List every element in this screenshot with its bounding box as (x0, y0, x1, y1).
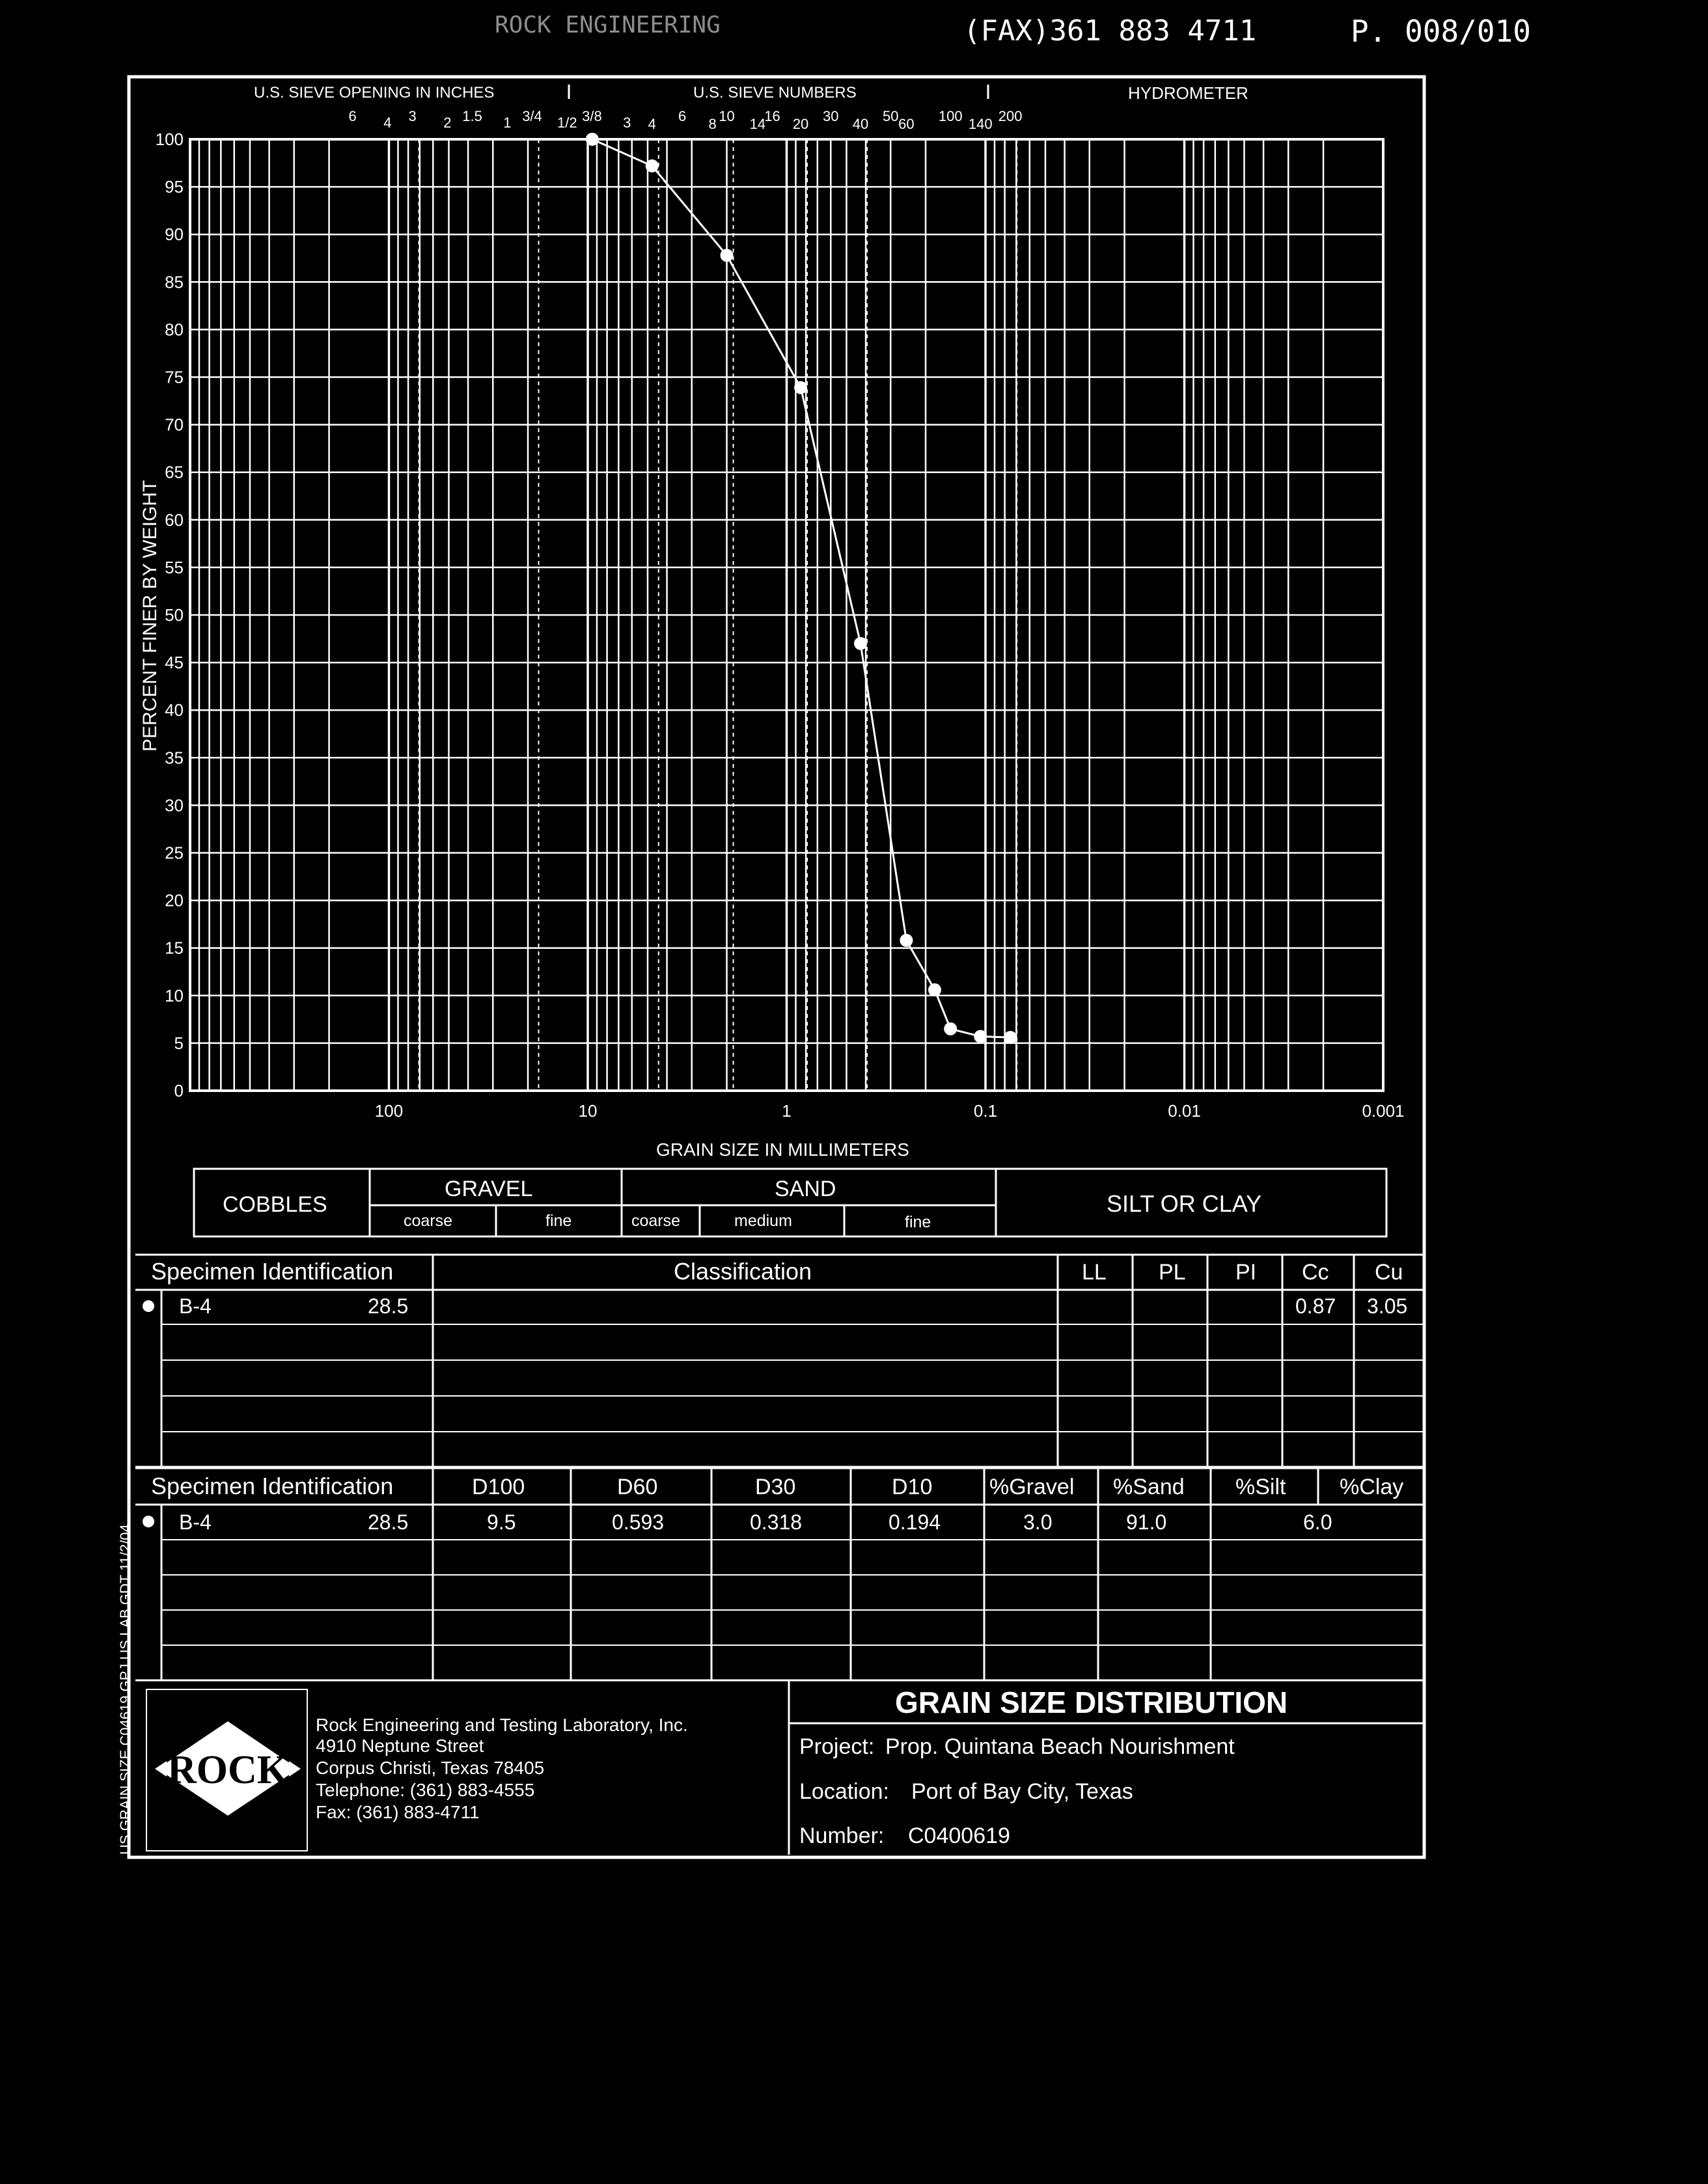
y-tick-label: 5 (174, 1033, 184, 1053)
data-points (586, 133, 1017, 1044)
sieve-number-label: 6 (678, 108, 687, 124)
sand-medium-label: medium (734, 1212, 792, 1230)
t2-header-gravel: %Gravel (989, 1475, 1075, 1499)
t1-header-pi: PI (1235, 1260, 1257, 1285)
t1-header-cc: Cc (1302, 1260, 1329, 1285)
company-telephone: Telephone: (361) 883-4555 (316, 1780, 535, 1800)
sieve-inch-label: 2 (443, 115, 452, 131)
chart-grid (190, 139, 1383, 1091)
fax-header-middle: (FAX)361 883 4711 (963, 14, 1257, 48)
x-tick-label: 1 (782, 1101, 792, 1121)
location-value: Port of Bay City, Texas (911, 1779, 1133, 1804)
t2-row-marker (143, 1516, 154, 1527)
t2-header-d60: D60 (617, 1475, 658, 1499)
sieve-number-labels (648, 108, 1023, 132)
data-point (721, 249, 734, 262)
sieve-number-label: 200 (998, 108, 1023, 124)
t2-row-d30: 0.318 (750, 1510, 803, 1534)
x-tick-label: 0.01 (1168, 1101, 1201, 1121)
sieve-inch-label: 1 (503, 115, 512, 131)
t2-row-d100: 9.5 (487, 1510, 516, 1534)
sieve-number-label: 10 (719, 108, 735, 124)
t2-row-sand: 91.0 (1126, 1510, 1167, 1534)
cobbles-label: COBBLES (223, 1192, 327, 1217)
table-1-grid (135, 1255, 1424, 1467)
t1-row-marker (143, 1300, 154, 1312)
sieve-number-label: 30 (823, 108, 839, 124)
t2-row-d60: 0.593 (612, 1510, 665, 1534)
number-label: Number: (799, 1823, 885, 1848)
y-tick-label: 55 (165, 557, 184, 577)
t2-header-sand: %Sand (1113, 1475, 1185, 1499)
data-point (900, 934, 913, 947)
y-tick-label: 25 (165, 843, 184, 863)
x-tick-label: 0.1 (973, 1101, 998, 1121)
fax-header-left: ROCK ENGINEERING (495, 12, 721, 38)
silt-clay-label: SILT OR CLAY (1107, 1190, 1262, 1217)
sieve-inch-label: 1/2 (557, 115, 577, 131)
hydrometer-label: HYDROMETER (1128, 83, 1248, 103)
data-point (586, 133, 599, 146)
t1-header-pl: PL (1159, 1260, 1186, 1285)
gravel-fine-label: fine (545, 1212, 572, 1230)
t1-header-classification: Classification (674, 1258, 812, 1285)
sieve-number-label: 20 (792, 116, 809, 132)
t2-header-silt: %Silt (1235, 1475, 1286, 1499)
sieve-numbers-label: U.S. SIEVE NUMBERS (693, 84, 857, 102)
sieve-number-label: 8 (708, 116, 717, 132)
sieve-number-label: 16 (764, 108, 780, 124)
project-value: Prop. Quintana Beach Nourishment (885, 1734, 1235, 1759)
x-tick-label: 10 (578, 1101, 598, 1121)
data-point (974, 1030, 987, 1043)
sieve-number-label: 140 (968, 116, 993, 132)
t1-row-specimen: B-4 (179, 1294, 212, 1318)
sand-fine-label: fine (905, 1213, 931, 1231)
sieve-inch-label: 3/8 (582, 108, 602, 124)
t2-header-clay: %Clay (1340, 1475, 1404, 1499)
report-title: GRAIN SIZE DISTRIBUTION (895, 1686, 1288, 1719)
y-tick-label: 95 (165, 177, 184, 197)
gravel-coarse-label: coarse (404, 1212, 453, 1230)
side-file-text: US GRAIN SIZE C04619.GPJ US LAB.GDT 11/2/04 (117, 1524, 133, 1855)
y-tick-label: 10 (165, 985, 184, 1005)
sieve-inch-labels (348, 108, 631, 131)
company-address-1: 4910 Neptune Street (316, 1736, 484, 1756)
data-point (794, 381, 807, 394)
sieve-number-label: 60 (898, 116, 915, 132)
location-label: Location: (799, 1779, 889, 1804)
t2-header-d10: D10 (892, 1475, 933, 1499)
fax-header-right: P. 008/010 (1351, 14, 1531, 49)
sieve-number-label: 14 (749, 116, 766, 132)
x-tick-labels (375, 1101, 1405, 1121)
y-tick-label: 85 (165, 272, 184, 292)
sand-coarse-label: coarse (631, 1212, 681, 1230)
sieve-inch-label: 6 (348, 108, 357, 124)
sieve-inch-label: 3 (408, 108, 417, 124)
data-point (646, 159, 659, 172)
sieve-inch-label: 4 (383, 115, 392, 131)
table-2-grid (135, 1468, 1424, 1680)
y-tick-label: 45 (165, 653, 184, 673)
sieve-inch-label: 3 (623, 115, 631, 131)
number-value: C0400619 (908, 1823, 1010, 1848)
data-point (854, 637, 867, 650)
t1-row-cu: 3.05 (1367, 1294, 1408, 1318)
t2-header-d100: D100 (472, 1475, 525, 1499)
t2-row-silt-clay: 6.0 (1303, 1510, 1332, 1534)
t1-header-specimen: Specimen Identification (151, 1258, 394, 1285)
sieve-inch-label: 3/4 (522, 108, 542, 124)
t2-row-gravel: 3.0 (1023, 1510, 1053, 1534)
t1-row-depth: 28.5 (368, 1294, 409, 1318)
x-tick-label: 0.001 (1362, 1101, 1405, 1121)
t2-row-depth: 28.5 (368, 1510, 409, 1534)
y-tick-label: 40 (165, 700, 184, 720)
sieve-number-label: 4 (648, 116, 656, 132)
y-axis-label: PERCENT FINER BY WEIGHT (139, 480, 161, 752)
sieve-inches-label: U.S. SIEVE OPENING IN INCHES (254, 84, 495, 102)
project-label: Project: (799, 1734, 875, 1759)
y-tick-label: 70 (165, 415, 184, 435)
y-tick-label: 30 (165, 795, 184, 815)
company-name: Rock Engineering and Testing Laboratory, Inc. (316, 1715, 688, 1735)
gravel-label: GRAVEL (445, 1177, 533, 1201)
t1-header-cu: Cu (1375, 1260, 1403, 1285)
company-address-2: Corpus Christi, Texas 78405 (316, 1758, 545, 1778)
logo-text: ROCK (167, 1748, 288, 1792)
y-tick-label: 0 (174, 1081, 184, 1100)
y-tick-label: 20 (165, 890, 184, 910)
t1-header-ll: LL (1082, 1260, 1107, 1285)
t2-row-specimen: B-4 (179, 1510, 212, 1534)
sand-label: SAND (775, 1177, 836, 1201)
company-fax: Fax: (361) 883-4711 (316, 1802, 480, 1822)
x-axis-label: GRAIN SIZE IN MILLIMETERS (656, 1140, 909, 1160)
y-tick-label: 60 (165, 510, 184, 530)
y-tick-label: 75 (165, 367, 184, 387)
sieve-inch-label: 1.5 (462, 108, 482, 124)
t1-row-cc: 0.87 (1295, 1294, 1336, 1318)
data-point (928, 983, 941, 996)
gradation-curve (592, 139, 1010, 1037)
data-point (1004, 1031, 1017, 1044)
t2-header-specimen: Specimen Identification (151, 1473, 394, 1499)
y-tick-label: 80 (165, 320, 184, 340)
y-tick-label: 50 (165, 605, 184, 625)
t2-row-d10: 0.194 (888, 1510, 941, 1534)
y-tick-label: 35 (165, 748, 184, 768)
data-point (944, 1022, 957, 1035)
t2-header-d30: D30 (755, 1475, 796, 1499)
y-tick-label: 15 (165, 938, 184, 958)
sieve-number-label: 40 (852, 116, 869, 132)
y-tick-label: 65 (165, 462, 184, 482)
sieve-number-label: 50 (882, 108, 899, 124)
y-tick-label: 100 (155, 130, 184, 149)
x-tick-label: 100 (374, 1101, 404, 1121)
sieve-number-label: 100 (938, 108, 963, 124)
y-tick-label: 90 (165, 225, 184, 245)
rock-logo (155, 1721, 301, 1816)
